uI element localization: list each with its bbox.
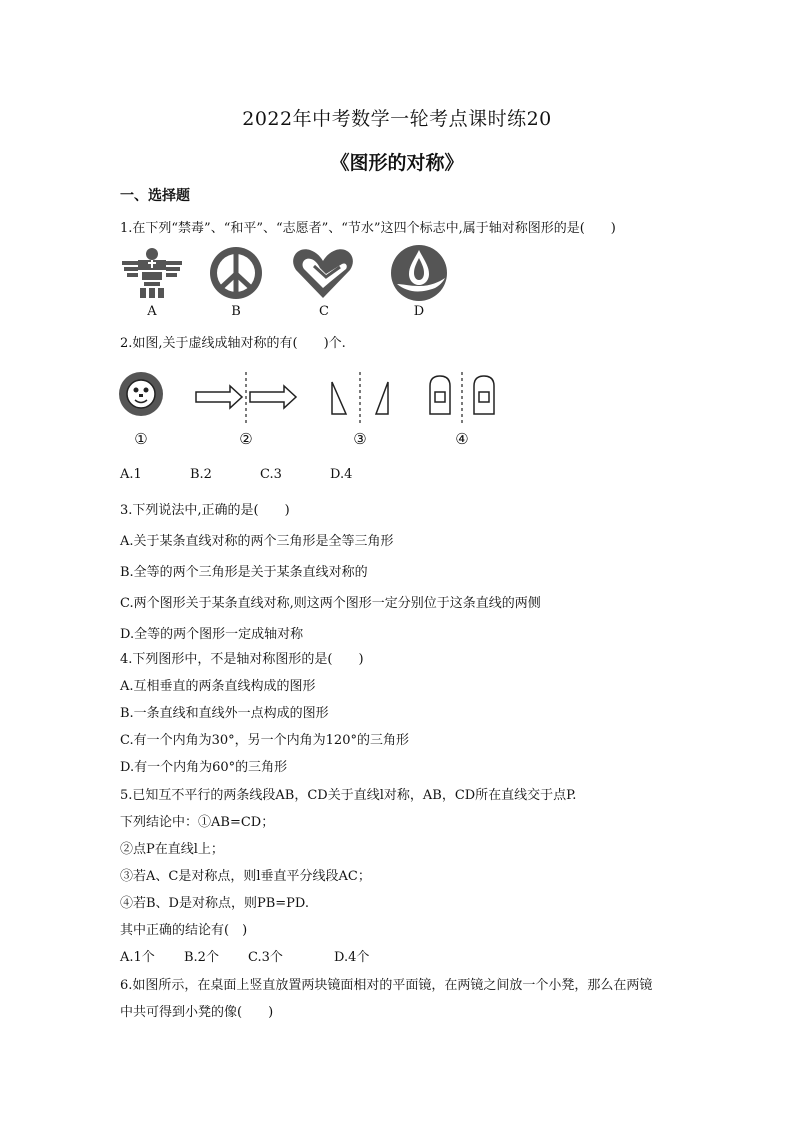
option-a: A.1 bbox=[120, 467, 142, 482]
question-1-text: 1.在下列“禁毒”、“和平”、“志愿者”、“节水”这四个标志中,属于轴对称图形的是( ) bbox=[120, 221, 616, 236]
figure-label-1: ① bbox=[134, 430, 148, 448]
question-2-options bbox=[120, 467, 400, 482]
question-6-line-1: 6.如图所示，在桌面上竖直放置两块镜面相对的平面镜，在两镜之间放一个小凳，那么在两镜 bbox=[120, 978, 653, 993]
option-label-c: C bbox=[319, 304, 329, 319]
figure-label-2: ② bbox=[239, 430, 253, 448]
question-4-text: 4.下列图形中，不是轴对称图形的是( ) bbox=[120, 652, 364, 667]
section-heading: 一、选择题 bbox=[120, 188, 190, 204]
option-b: B.2 bbox=[190, 467, 212, 482]
question-4-option-a: A.互相垂直的两条直线构成的图形 bbox=[120, 679, 316, 694]
question-3-option-b: B.全等的两个三角形是关于某条直线对称的 bbox=[120, 565, 368, 580]
question-3-text: 3.下列说法中,正确的是( ) bbox=[120, 503, 290, 518]
page-subtitle: 《图形的对称》 bbox=[330, 152, 464, 174]
option-label-a: A bbox=[147, 304, 157, 319]
rounded-shapes-figure bbox=[426, 372, 498, 424]
option-c: C.3个 bbox=[248, 950, 283, 965]
smiley-face-icon bbox=[117, 370, 165, 418]
page-title: 2022年中考数学一轮考点课时练20 bbox=[242, 108, 552, 130]
option-label-b: B bbox=[231, 304, 241, 319]
triangles-figure bbox=[326, 372, 396, 424]
option-d: D.4个 bbox=[334, 950, 370, 965]
heart-hand-icon bbox=[290, 244, 356, 302]
question-5-options bbox=[120, 946, 398, 965]
emblem-jindu-icon bbox=[118, 246, 186, 300]
question-3-option-c: C.两个图形关于某条直线对称,则这两个图形一定分别位于这条直线的两侧 bbox=[120, 596, 541, 611]
question-5-line-3: ③若A、C是对称点，则l垂直平分线段AC； bbox=[120, 869, 371, 884]
option-b: B.2个 bbox=[184, 950, 219, 965]
question-4-option-b: B.一条直线和直线外一点构成的图形 bbox=[120, 706, 329, 721]
option-c: C.3 bbox=[260, 467, 282, 482]
question-3-option-a: A.关于某条直线对称的两个三角形是全等三角形 bbox=[120, 534, 394, 549]
figure-label-3: ③ bbox=[353, 430, 367, 448]
question-4-option-c: C.有一个内角为30°，另一个内角为120°的三角形 bbox=[120, 733, 409, 748]
question-5-line-2: ②点P在直线l上； bbox=[120, 842, 224, 857]
question-5-line-5: 其中正确的结论有( ) bbox=[120, 923, 248, 938]
question-3-option-d: D.全等的两个图形一定成轴对称 bbox=[120, 627, 304, 642]
water-drop-icon bbox=[389, 244, 449, 302]
option-a: A.1个 bbox=[120, 950, 155, 965]
question-4-option-d: D.有一个内角为60°的三角形 bbox=[120, 760, 288, 775]
option-d: D.4 bbox=[330, 467, 353, 482]
question-6-line-2: 中共可得到小凳的像( ) bbox=[120, 1005, 274, 1020]
question-2-text: 2.如图,关于虚线成轴对称的有( )个. bbox=[120, 336, 346, 351]
figure-label-4: ④ bbox=[455, 430, 469, 448]
option-label-d: D bbox=[413, 304, 425, 319]
question-5-line-4: ④若B、D是对称点，则PB=PD. bbox=[120, 896, 310, 911]
question-5-text: 5.已知互不平行的两条线段AB，CD关于直线l对称，AB，CD所在直线交于点P. bbox=[120, 788, 577, 803]
peace-icon bbox=[208, 245, 264, 301]
question-5-line-1: 下列结论中：①AB=CD； bbox=[120, 815, 275, 830]
arrows-figure bbox=[194, 372, 298, 424]
